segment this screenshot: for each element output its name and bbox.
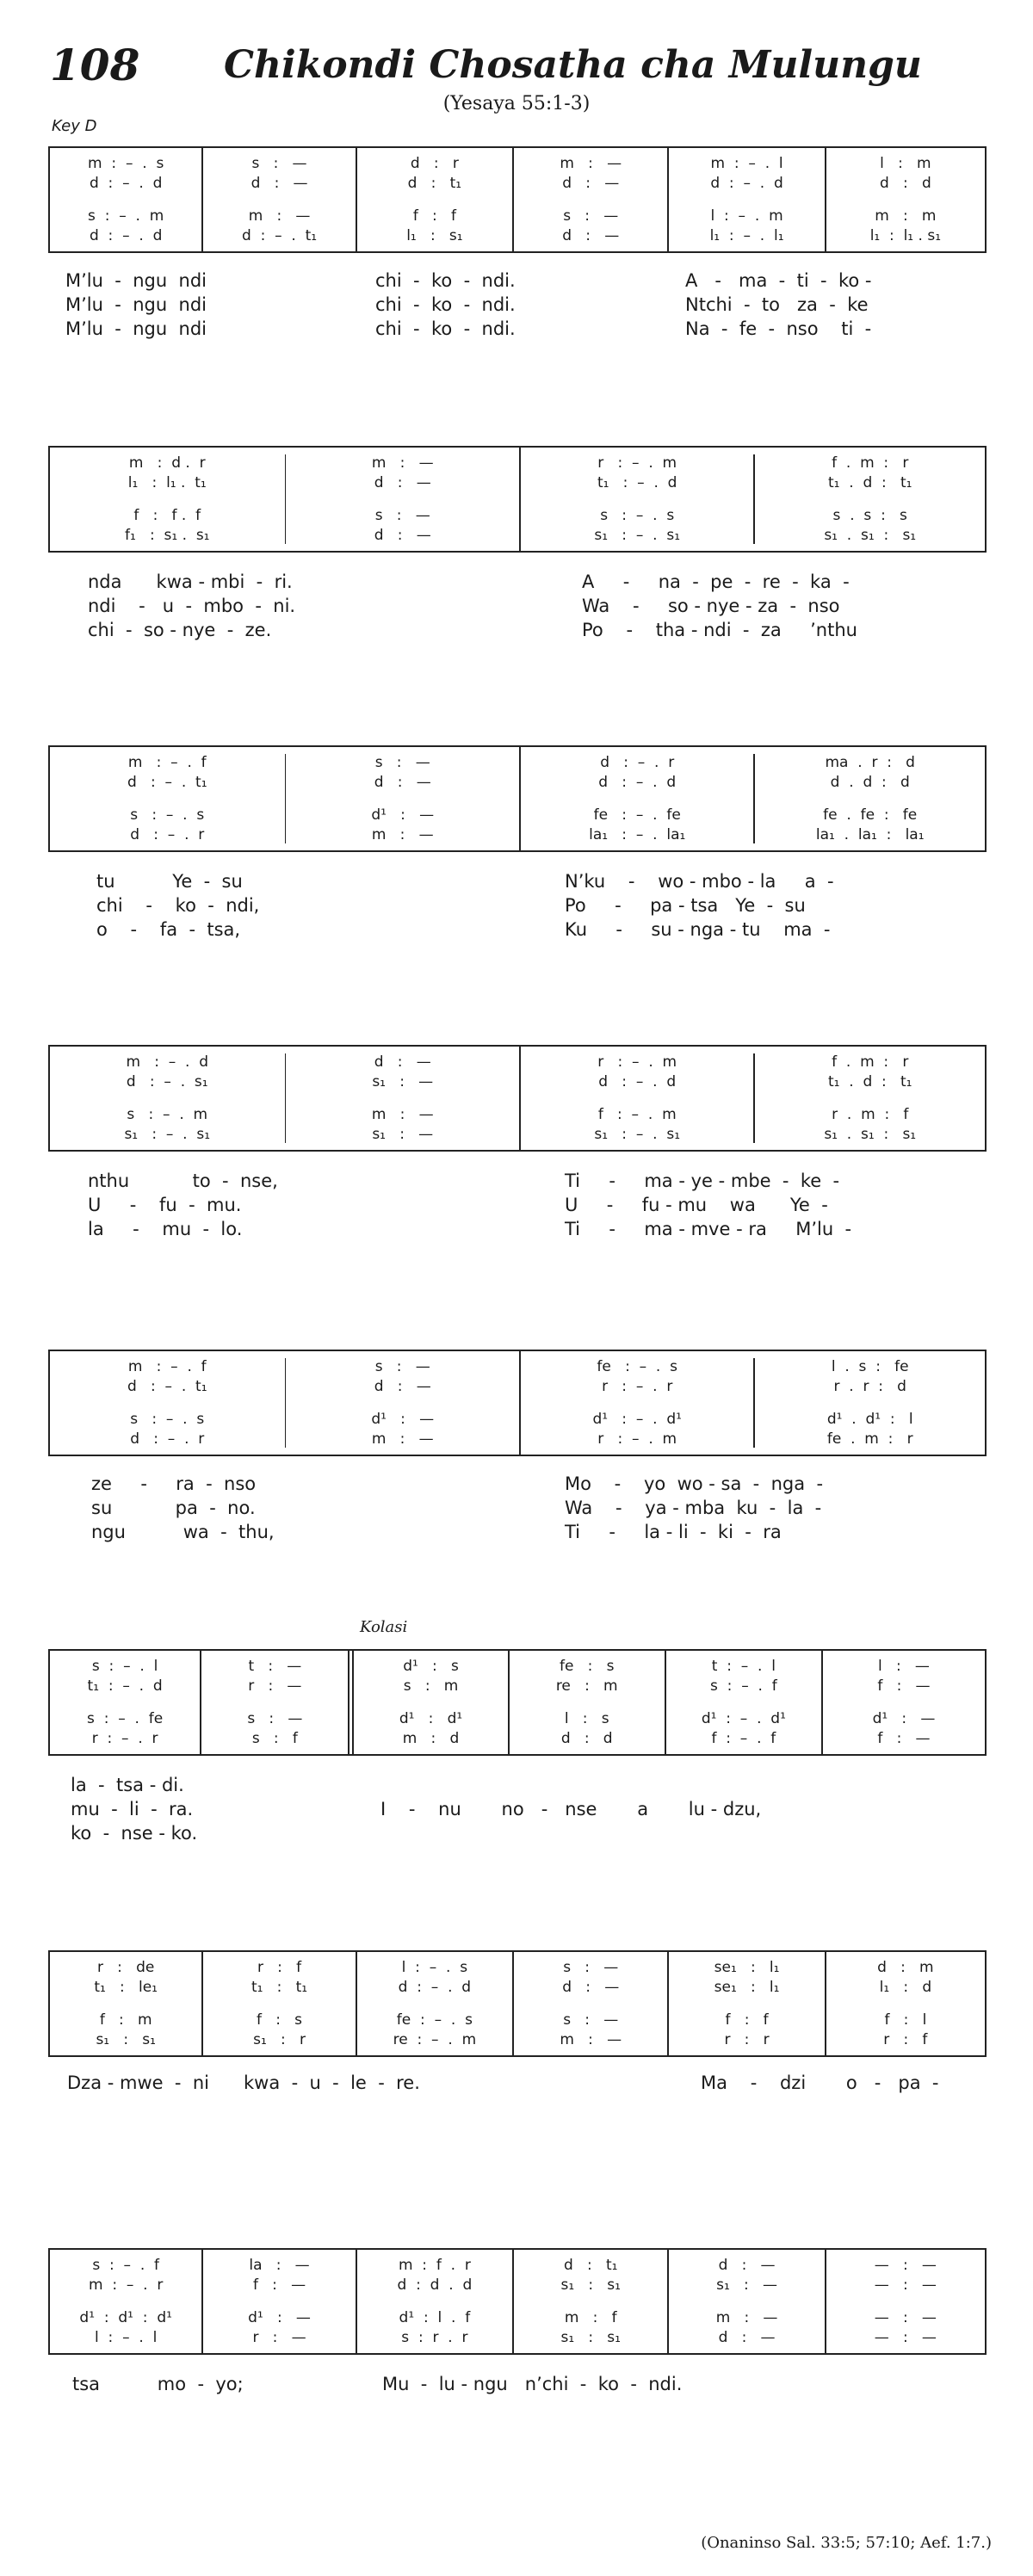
measure-cell xyxy=(826,1952,985,2055)
lyric-segment: M’lu - ngu ndi xyxy=(65,318,207,339)
lyric-segment: chi - so - nye - ze. xyxy=(88,620,272,640)
measure-cell xyxy=(50,148,201,251)
soprano-notes: r : – . m xyxy=(597,1053,677,1071)
bass-notes: m : — xyxy=(560,2031,622,2048)
hymn-title: Chikondi Chosatha cha Mulungu xyxy=(224,43,922,87)
lyric-segment: Mo - yo wo - sa - nga - xyxy=(565,1473,824,1494)
tenor-notes: fe . fe : fe xyxy=(823,806,918,824)
lyrics-block xyxy=(48,1775,987,1847)
soprano-notes: s : — xyxy=(374,754,430,771)
bass-notes: l₁ : – . l₁ xyxy=(709,227,784,244)
tonic-solfa-system xyxy=(48,1045,987,1152)
verse-2-line xyxy=(48,1799,987,1823)
lyric-segment: mu - li - ra. xyxy=(71,1799,194,1819)
soprano-notes: ma . r : d xyxy=(825,754,915,771)
lyric-segment: Ma - dzi o - pa - xyxy=(701,2073,939,2093)
tenor-notes: s : – . fe xyxy=(87,1710,164,1727)
lyrics-block xyxy=(48,2073,987,2097)
bass-notes: m : — xyxy=(371,1430,434,1448)
lyric-segment: Po - pa - tsa Ye - su xyxy=(565,895,806,916)
verse-2-line xyxy=(48,895,987,919)
tenor-notes: m : — xyxy=(248,207,311,225)
soprano-notes: m : – . d xyxy=(126,1053,209,1071)
measure-cell xyxy=(50,1351,285,1455)
tenor-notes: fe : – . fe xyxy=(593,806,681,824)
alto-notes: d : – . t₁ xyxy=(127,1378,207,1395)
measure-cell xyxy=(521,747,754,850)
soprano-notes: la : — xyxy=(249,2257,310,2274)
bass-notes: r : – . m xyxy=(597,1430,677,1448)
lyric-segment: ze - ra - nso xyxy=(91,1473,257,1494)
scripture-reference: (Yesaya 55:1-3) xyxy=(442,93,591,114)
lyric-segment: M’lu - ngu ndi xyxy=(65,294,207,315)
alto-notes: s : – . f xyxy=(710,1677,777,1695)
verse-1-line xyxy=(48,1171,987,1195)
soprano-notes: d : — xyxy=(374,1053,431,1071)
alto-notes: l₁ : d xyxy=(879,1979,932,1996)
verse-1-line xyxy=(48,571,987,596)
lyric-segment: chi - ko - ndi, xyxy=(96,895,260,916)
lyrics-block xyxy=(48,1473,987,1546)
bass-notes: f : – . f xyxy=(711,1730,776,1747)
verse-2-line xyxy=(48,1195,987,1219)
measure-cell xyxy=(521,448,754,551)
measure-cell xyxy=(521,1047,754,1150)
alto-notes: t₁ : t₁ xyxy=(251,1979,308,1996)
bass-notes: l : – . l xyxy=(95,2329,158,2346)
measure-cell xyxy=(514,1952,667,2055)
measure-cell xyxy=(514,148,667,251)
bass-notes: d : — xyxy=(374,527,431,544)
alto-notes: d : – . t₁ xyxy=(127,774,207,791)
soprano-notes: s : — xyxy=(563,1959,619,1976)
alto-notes: r : – . r xyxy=(602,1378,673,1395)
lyric-segment: chi - ko - ndi. xyxy=(375,294,516,315)
tenor-notes: m : m xyxy=(875,207,937,225)
tenor-notes: m : — xyxy=(371,1106,434,1123)
soprano-notes: m : — xyxy=(371,454,434,472)
lyric-segment: ko - nse - ko. xyxy=(71,1823,198,1844)
measure-cell xyxy=(755,1351,985,1455)
bass-notes: l₁ : s₁ xyxy=(406,227,463,244)
soprano-notes: r : – . m xyxy=(597,454,677,472)
lyric-segment: Ku - su - nga - tu ma - xyxy=(565,919,831,940)
bass-notes: s₁ : — xyxy=(372,1126,434,1143)
tonic-solfa-system xyxy=(48,446,987,553)
tonic-solfa-system xyxy=(48,1649,987,1756)
verse-3-line xyxy=(48,620,987,644)
alto-notes: t₁ : – . d xyxy=(597,474,677,491)
alto-notes: d : – . s₁ xyxy=(126,1073,208,1090)
tenor-notes: s : — xyxy=(563,207,619,225)
measure-cell xyxy=(510,1651,665,1754)
measure-cell xyxy=(354,1651,507,1754)
lyrics-block xyxy=(48,571,987,644)
verse-1-line xyxy=(48,2073,987,2097)
bass-notes: l₁ : l₁ . s₁ xyxy=(869,227,942,244)
lyric-segment: Ti - la - li - ki - ra xyxy=(565,1522,782,1542)
lyric-segment: I - nu no - nse a lu - dzu, xyxy=(380,1799,762,1819)
alto-notes: d : — xyxy=(251,175,308,192)
lyric-segment: Ntchi - to za - ke xyxy=(685,294,869,315)
tenor-notes: d¹ : — xyxy=(248,2309,311,2326)
bass-notes: — : — xyxy=(874,2329,937,2346)
tenor-notes: d¹ : d¹ : d¹ xyxy=(79,2309,172,2326)
alto-notes: l₁ : l₁ . t₁ xyxy=(127,474,207,491)
lyric-segment: U - fu - mu. xyxy=(88,1195,242,1215)
alto-notes: s₁ : — xyxy=(716,2276,777,2294)
alto-notes: d : – . d xyxy=(398,1979,472,1996)
measure-cell xyxy=(357,148,512,251)
tenor-notes: m : f xyxy=(564,2309,617,2326)
bass-notes: s₁ : s₁ xyxy=(96,2031,156,2048)
measure-cell xyxy=(826,148,985,251)
lyric-segment: Na - fe - nso ti - xyxy=(685,318,872,339)
soprano-notes: m : – . f xyxy=(127,1358,207,1375)
alto-notes: — : — xyxy=(874,2276,937,2294)
measure-cell xyxy=(357,2250,512,2353)
lyric-segment: Mu - lu - ngu n’chi - ko - ndi. xyxy=(382,2374,683,2394)
tenor-notes: d¹ . d¹ : l xyxy=(826,1411,913,1428)
alto-notes: d : — xyxy=(562,1979,620,1996)
soprano-notes: fe : – . s xyxy=(597,1358,677,1375)
tenor-notes: f : f xyxy=(412,207,456,225)
bass-notes: d : – . d xyxy=(89,227,163,244)
lyric-segment: tsa mo - yo; xyxy=(72,2374,244,2394)
measure-cell xyxy=(669,2250,824,2353)
alto-notes: t₁ : le₁ xyxy=(94,1979,158,1996)
lyric-segment: Po - tha - ndi - za ’nthu xyxy=(582,620,857,640)
soprano-notes: d : m xyxy=(877,1959,934,1976)
soprano-notes: m : f . r xyxy=(398,2257,471,2274)
soprano-notes: se₁ : l₁ xyxy=(714,1959,780,1976)
verse-3-line xyxy=(48,1823,987,1847)
alto-notes: m : – . r xyxy=(88,2276,164,2294)
verse-2-line xyxy=(48,1498,987,1522)
tenor-notes: s : – . m xyxy=(127,1106,208,1123)
alto-notes: d : – . d xyxy=(598,1073,677,1090)
measure-cell xyxy=(50,1651,200,1754)
tenor-notes: d¹ : — xyxy=(371,806,435,824)
tenor-notes: m : — xyxy=(715,2309,778,2326)
soprano-notes: l . s : fe xyxy=(831,1358,909,1375)
verse-3-line xyxy=(48,318,987,343)
lyric-segment: A - ma - ti - ko - xyxy=(685,270,872,291)
soprano-notes: d : t₁ xyxy=(564,2257,618,2274)
measure-cell xyxy=(286,747,519,850)
alto-notes: re : m xyxy=(555,1677,618,1695)
hymn-number: 108 xyxy=(50,40,140,90)
tenor-notes: s : — xyxy=(374,507,430,524)
measure-cell xyxy=(50,2250,201,2353)
soprano-notes: m : d . r xyxy=(128,454,206,472)
lyric-segment: Wa - so - nye - za - nso xyxy=(582,596,840,616)
alto-notes: d : — xyxy=(374,774,431,791)
verse-1-line xyxy=(48,1473,987,1498)
verse-2-line xyxy=(48,596,987,620)
soprano-notes: t : – . l xyxy=(711,1658,776,1675)
soprano-notes: r : f xyxy=(257,1959,302,1976)
measure-cell xyxy=(826,2250,985,2353)
chorus-label: Kolasi xyxy=(360,1618,408,1636)
tenor-notes: f : – . m xyxy=(597,1106,677,1123)
measure-cell xyxy=(201,1651,348,1754)
tenor-notes: d¹ : – . d¹ xyxy=(592,1411,682,1428)
verse-3-line xyxy=(48,919,987,943)
soprano-notes: m : – . l xyxy=(710,155,783,172)
tenor-notes: f : l xyxy=(884,2011,927,2029)
alto-notes: t₁ : – . d xyxy=(87,1677,163,1695)
lyric-segment: nda kwa - mbi - ri. xyxy=(88,571,293,592)
tenor-notes: — : — xyxy=(874,2309,937,2326)
measure-cell xyxy=(514,2250,667,2353)
bass-notes: r : f xyxy=(883,2031,928,2048)
soprano-notes: m : – . f xyxy=(127,754,207,771)
bass-notes: s₁ : – . s₁ xyxy=(124,1126,211,1143)
tenor-notes: s : – . m xyxy=(88,207,164,225)
alto-notes: d . d : d xyxy=(830,774,910,791)
lyric-segment: o - fa - tsa, xyxy=(96,919,241,940)
soprano-notes: f . m : r xyxy=(832,1053,909,1071)
lyric-segment: U - fu - mu wa Ye - xyxy=(565,1195,828,1215)
lyric-segment: A - na - pe - re - ka - xyxy=(582,571,850,592)
alto-notes: d : – . d xyxy=(598,774,677,791)
soprano-notes: f . m : r xyxy=(832,454,909,472)
lyric-segment: Ti - ma - mve - ra M’lu - xyxy=(565,1219,852,1239)
alto-notes: t₁ . d : t₁ xyxy=(827,474,912,491)
soprano-notes: s : — xyxy=(251,155,307,172)
bass-notes: la₁ : – . la₁ xyxy=(589,826,686,843)
tenor-notes: d¹ : d¹ xyxy=(399,1710,463,1727)
measure-cell xyxy=(50,747,285,850)
tenor-notes: s . s : s xyxy=(832,507,907,524)
lyric-segment: Dza - mwe - ni kwa - u - le - re. xyxy=(67,2073,420,2093)
bass-notes: d : – . r xyxy=(130,826,205,843)
tenor-notes: f : m xyxy=(99,2011,152,2029)
alto-notes: d : — xyxy=(562,175,620,192)
lyric-segment: Ti - ma - ye - mbe - ke - xyxy=(565,1171,840,1191)
alto-notes: d : t₁ xyxy=(407,175,462,192)
bass-notes: m : — xyxy=(371,826,434,843)
tonic-solfa-system xyxy=(48,1950,987,2057)
bass-notes: d : – . t₁ xyxy=(241,227,318,244)
alto-notes: d : – . d xyxy=(89,175,163,192)
soprano-notes: m : – . s xyxy=(88,155,164,172)
soprano-notes: l : — xyxy=(878,1658,930,1675)
tenor-notes: s : — xyxy=(247,1710,303,1727)
measure-cell xyxy=(521,1351,754,1455)
measure-cell xyxy=(823,1651,985,1754)
tenor-notes: f : s xyxy=(257,2011,303,2029)
bass-notes: re : – . m xyxy=(393,2031,477,2048)
tonic-solfa-system xyxy=(48,745,987,852)
soprano-notes: d : – . r xyxy=(600,754,675,771)
soprano-notes: m : — xyxy=(560,155,622,172)
lyric-segment: la - tsa - di. xyxy=(71,1775,184,1795)
measure-cell xyxy=(50,1952,201,2055)
soprano-notes: — : — xyxy=(874,2257,937,2274)
lyrics-block xyxy=(48,2374,987,2398)
tenor-notes: s : – . s xyxy=(130,1411,205,1428)
tenor-notes: s : – . s xyxy=(130,806,205,824)
tonic-solfa-system xyxy=(48,2248,987,2355)
measure-cell xyxy=(286,1047,519,1150)
tenor-notes: l : s xyxy=(564,1710,609,1727)
measure-cell xyxy=(203,2250,355,2353)
tenor-notes: l : – . m xyxy=(710,207,783,225)
bass-notes: m : d xyxy=(402,1730,460,1747)
bass-notes: s₁ : – . s₁ xyxy=(594,527,681,544)
lyric-segment: nthu to - nse, xyxy=(88,1171,278,1191)
alto-notes: d : d . d xyxy=(397,2276,473,2294)
lyric-segment: M’lu - ngu ndi xyxy=(65,270,207,291)
measure-cell xyxy=(50,1047,285,1150)
soprano-notes: d¹ : s xyxy=(403,1658,459,1675)
measure-cell xyxy=(755,448,985,551)
lyrics-block xyxy=(48,871,987,943)
tenor-notes: r . m : f xyxy=(832,1106,909,1123)
alto-notes: r : — xyxy=(248,1677,302,1695)
bass-notes: s₁ : s₁ xyxy=(560,2329,621,2346)
lyric-segment: su pa - no. xyxy=(91,1498,256,1518)
lyric-segment: ngu wa - thu, xyxy=(91,1522,275,1542)
verse-3-line xyxy=(48,1219,987,1243)
measure-cell xyxy=(357,1952,512,2055)
tenor-notes: d¹ : — xyxy=(872,1710,936,1727)
bass-notes: la₁ . la₁ : la₁ xyxy=(815,826,925,843)
soprano-notes: l : m xyxy=(880,155,931,172)
verse-1-line xyxy=(48,2374,987,2398)
tenor-notes: f : f xyxy=(725,2011,769,2029)
bass-notes: r : r xyxy=(724,2031,770,2048)
bass-notes: r : – . r xyxy=(91,1730,158,1747)
alto-notes: d : d xyxy=(880,175,931,192)
soprano-notes: fe : s xyxy=(559,1658,615,1675)
alto-notes: f : — xyxy=(252,2276,306,2294)
soprano-notes: d : — xyxy=(718,2257,776,2274)
lyric-segment: la - mu - lo. xyxy=(88,1219,243,1239)
lyric-segment: N’ku - wo - mbo - la a - xyxy=(565,871,834,892)
verse-1-line xyxy=(48,1775,987,1799)
verse-1-line xyxy=(48,270,987,294)
bass-notes: d : — xyxy=(718,2329,776,2346)
soprano-notes: l : – . s xyxy=(401,1959,468,1976)
tenor-notes: d¹ : — xyxy=(371,1411,435,1428)
measure-cell xyxy=(203,148,355,251)
lyrics-block xyxy=(48,1171,987,1243)
measure-cell xyxy=(50,448,285,551)
tenor-notes: fe : – . s xyxy=(396,2011,473,2029)
soprano-notes: d : r xyxy=(410,155,459,172)
alto-notes: r . r : d xyxy=(833,1378,906,1395)
soprano-notes: s : – . f xyxy=(92,2257,160,2274)
tonic-solfa-system xyxy=(48,146,987,253)
bass-notes: d : — xyxy=(562,227,620,244)
double-barline xyxy=(348,1651,354,1754)
tenor-notes: s : — xyxy=(563,2011,619,2029)
measure-cell xyxy=(755,1047,985,1150)
bass-notes: s : r . r xyxy=(401,2329,468,2346)
tenor-notes: s : – . s xyxy=(600,507,675,524)
alto-notes: se₁ : l₁ xyxy=(714,1979,780,1996)
lyric-segment: tu Ye - su xyxy=(96,871,243,892)
bass-notes: d : d xyxy=(560,1730,613,1747)
bass-notes: s : f xyxy=(251,1730,298,1747)
alto-notes: t₁ . d : t₁ xyxy=(827,1073,912,1090)
bass-notes: s₁ : – . s₁ xyxy=(594,1126,681,1143)
bass-notes: s₁ . s₁ : s₁ xyxy=(824,527,917,544)
measure-cell xyxy=(666,1651,821,1754)
tenor-notes: d¹ : l . f xyxy=(399,2309,471,2326)
bass-notes: f₁ : s₁ . s₁ xyxy=(124,527,210,544)
soprano-notes: t : — xyxy=(248,1658,302,1675)
measure-cell xyxy=(755,747,985,850)
lyric-segment: Wa - ya - mba ku - la - xyxy=(565,1498,822,1518)
alto-notes: s₁ : s₁ xyxy=(560,2276,621,2294)
alto-notes: d : — xyxy=(374,474,431,491)
measure-cell xyxy=(286,448,519,551)
verse-1-line xyxy=(48,871,987,895)
bass-notes: s₁ : r xyxy=(253,2031,306,2048)
bass-notes: s₁ . s₁ : s₁ xyxy=(824,1126,917,1143)
alto-notes: f : — xyxy=(877,1677,931,1695)
soprano-notes: s : — xyxy=(374,1358,430,1375)
measure-cell xyxy=(203,1952,355,2055)
tenor-notes: f : f . f xyxy=(133,507,201,524)
soprano-notes: r : de xyxy=(96,1959,155,1976)
bass-notes: r : — xyxy=(252,2329,306,2346)
alto-notes: s : m xyxy=(403,1677,459,1695)
soprano-notes: s : – . l xyxy=(91,1658,158,1675)
lyric-segment: chi - ko - ndi. xyxy=(375,270,516,291)
lyric-segment: ndi - u - mbo - ni. xyxy=(88,596,296,616)
measure-cell xyxy=(286,1351,519,1455)
tonic-solfa-system xyxy=(48,1350,987,1456)
measure-cell xyxy=(669,148,824,251)
alto-notes: d : — xyxy=(374,1378,431,1395)
tenor-notes: d¹ : – . d¹ xyxy=(701,1710,786,1727)
bass-notes: fe . m : r xyxy=(826,1430,913,1448)
lyric-segment: chi - ko - ndi. xyxy=(375,318,516,339)
verse-2-line xyxy=(48,294,987,318)
key-signature: Key D xyxy=(52,117,97,135)
lyrics-block xyxy=(48,270,987,343)
bass-notes: d : – . r xyxy=(130,1430,205,1448)
alto-notes: s₁ : — xyxy=(372,1073,434,1090)
bass-notes: f : — xyxy=(877,1730,931,1747)
measure-cell xyxy=(669,1952,824,2055)
alto-notes: d : – . d xyxy=(710,175,783,192)
footnote: (Onaninso Sal. 33:5; 57:10; Aef. 1:7.) xyxy=(701,2534,992,2552)
verse-3-line xyxy=(48,1522,987,1546)
